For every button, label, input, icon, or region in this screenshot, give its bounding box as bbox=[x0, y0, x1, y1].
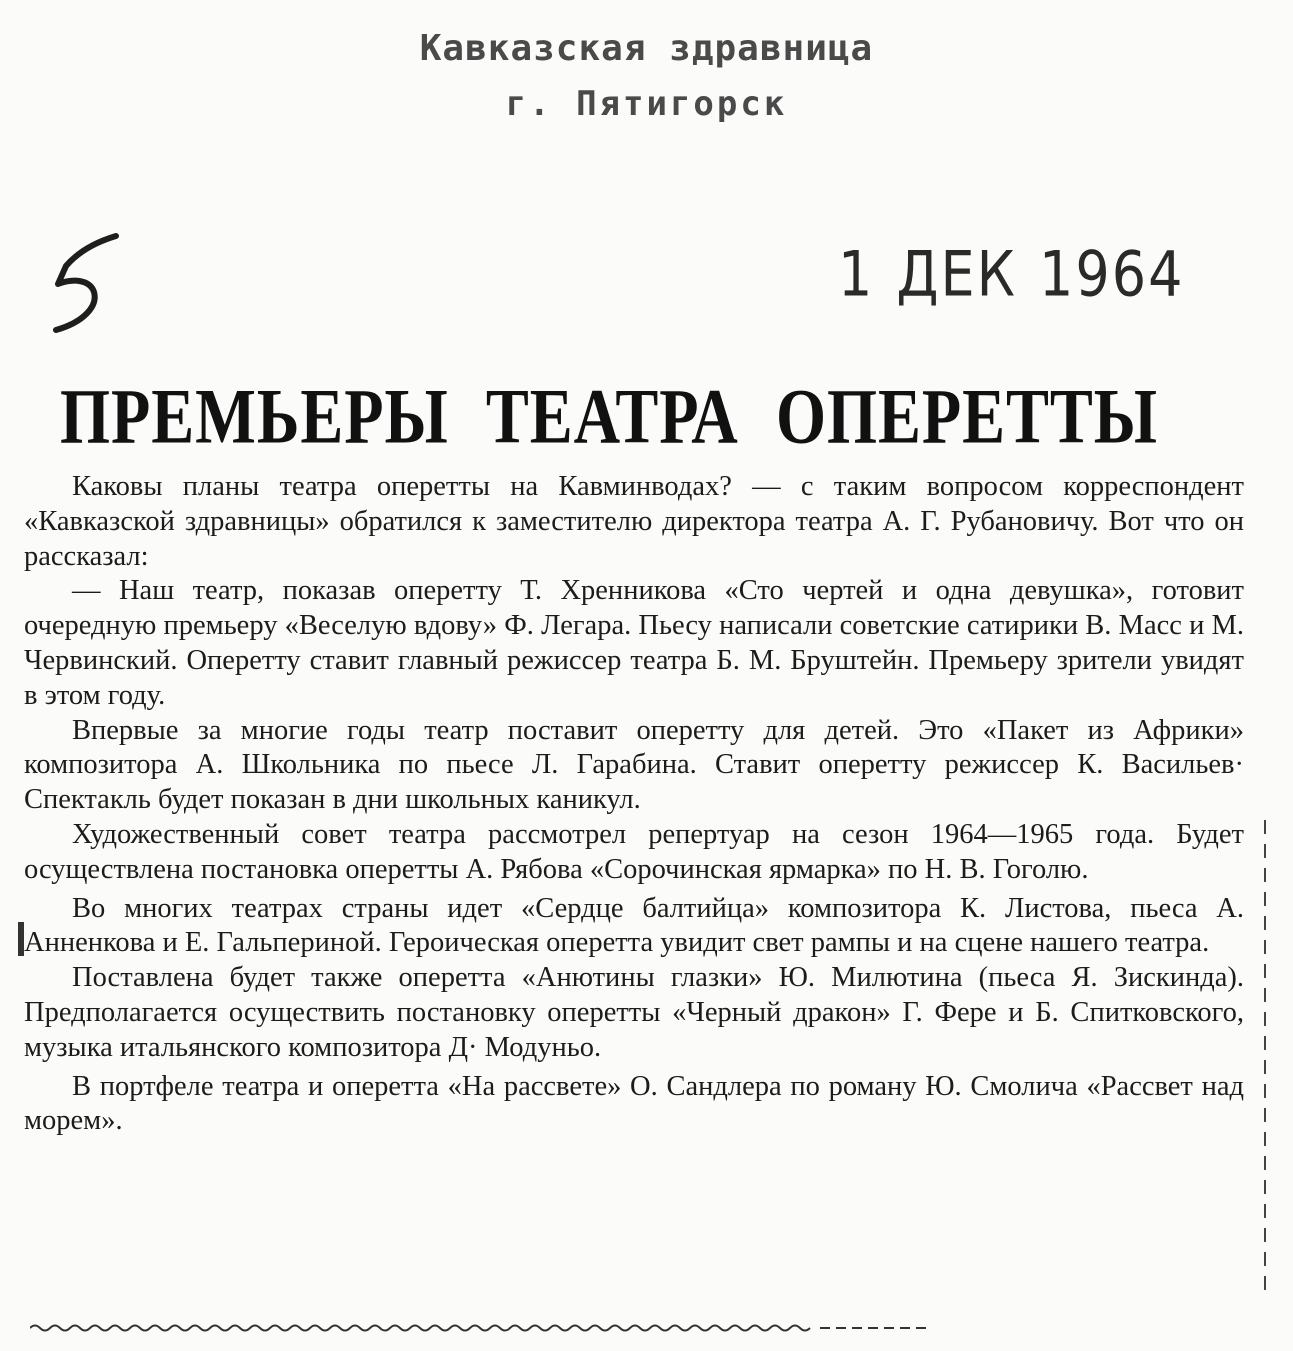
paragraph-5: Во многих театрах страны идет «Сердце балтийца» композитора К. Листова, пьеса А. Анненкова и Е. Гальпериной. Героическая оперетта увидит свет рампы и на сцене нашего театра. bbox=[24, 892, 1244, 959]
paragraph-4: Художественный совет театра рассмотрел репертуар на сезон 1964—1965 года. Будет осуществлена постановка оперетты А. Рябова «Сорочинская ярмарка» по Н. В. Гоголю. bbox=[24, 818, 1244, 885]
handwritten-number-mark bbox=[44, 222, 134, 342]
article-headline: ПРЕМЬЕРЫ ТЕАТРА ОПЕРЕТТЫ bbox=[60, 374, 1158, 461]
paragraph-1: Каковы планы театра оперетты на Кавминводах? — с таким вопросом корреспондент «Кавказской здравницы» обратился к заместителю директора театра А. Г. Рубановичу. Вот что он рассказал: bbox=[24, 471, 1244, 572]
paragraph-6: Поставлена будет также оперетта «Анютины глазки» Ю. Милютина (пьеса Я. Зискинда). Предполагается осуществить постановку оперетты «Черный дракон» Г. Фере и Б. Спитковского, музыка итальянского композитора Д· Модуньо. bbox=[24, 962, 1244, 1063]
paragraph-7: В портфеле театра и оперетта «На рассвете» О. Сандлера по роману Ю. Смолича «Рассвет над морем». bbox=[24, 1070, 1244, 1137]
paragraph-2: — Наш театр, показав оперетту Т. Хренникова «Сто чертей и одна девушка», готовит очередную премьеру «Веселую вдову» Ф. Легара. Пьесу написали советские сатирики В. Масс и М. Червинский. Оперетту ставит главный режиссер театра Б. М. Бруштейн. Премьеру зрители увидят в этом году. bbox=[24, 575, 1244, 711]
clipping-cut-edge bbox=[1262, 820, 1268, 1300]
margin-mark bbox=[18, 922, 24, 956]
date-year: 1964 bbox=[1039, 238, 1185, 311]
bottom-wavy-rule bbox=[30, 1322, 930, 1334]
date-day: 1 bbox=[838, 238, 875, 311]
date-stamp bbox=[838, 238, 1184, 310]
newspaper-name-stamp: Кавказская здравница bbox=[419, 28, 874, 69]
paragraph-3: Впервые за многие годы театр поставит оперетту для детей. Это «Пакет из Африки» композитора А. Школьника по пьесе Л. Гарабина. Ставит оперетту режиссер К. Васильев· Спектакль будет показан в дни школьных каникул. bbox=[24, 714, 1244, 816]
city-stamp: г. Пятигорск bbox=[505, 84, 788, 124]
date-month: ДЕК bbox=[896, 238, 1018, 311]
article-body bbox=[24, 470, 1244, 1139]
